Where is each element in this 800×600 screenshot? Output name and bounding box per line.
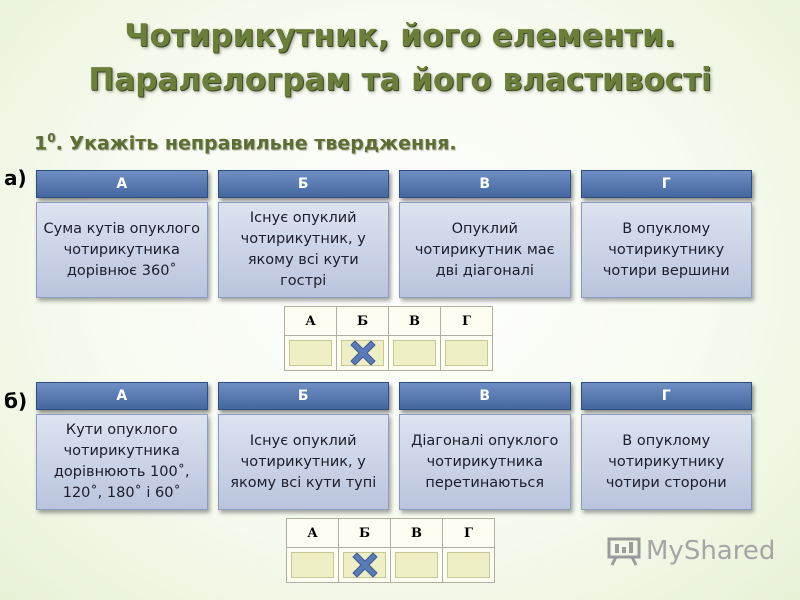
option-b-A[interactable] [36,382,208,510]
option-text: Опуклий чотирикутник має дві діагоналі [399,202,571,298]
option-header: А [36,382,208,410]
section-label-b: б) [4,389,28,413]
answer-table-a [284,306,493,371]
option-text: В опуклому чотирикутнику чотири сторони [581,414,753,510]
option-header: Г [581,382,753,410]
option-b-G[interactable] [581,382,753,510]
page-title [0,14,800,102]
option-a-A[interactable] [36,170,208,298]
answer-box-b-B[interactable] [339,548,391,583]
option-text: Сума кутів опуклого чотирикутника дорівнює 360˚ [36,202,208,298]
answer-letter: Г [441,307,493,336]
answer-box-a-B[interactable] [337,336,389,371]
task-degree: 0 [47,131,56,145]
option-header: В [399,170,571,198]
task-text: . Укажіть неправильне твердження. [55,132,457,155]
option-header: В [399,382,571,410]
option-text: В опуклому чотирикутнику чотири вершини [581,202,753,298]
myshared-logo [606,536,775,566]
options-grid-b [36,382,752,510]
answer-letter: Б [339,519,391,548]
options-grid-a [36,170,752,298]
answer-letter: Г [443,519,495,548]
answer-letter: А [287,519,339,548]
answer-letter: В [391,519,443,548]
answer-letter: Б [337,307,389,336]
task-statement [34,131,457,154]
cross-mark-icon [346,336,380,370]
option-header: Г [581,170,753,198]
answer-box-b-V[interactable] [391,548,443,583]
answer-box-a-A[interactable] [285,336,337,371]
answer-box-a-G[interactable] [441,336,493,371]
option-text: Діагоналі опуклого чотирикутника перетинаються [399,414,571,510]
logo-text: MyShared [646,536,776,566]
answer-letter: В [389,307,441,336]
option-text: Існує опуклий чотирикутник, у якому всі кути гострі [218,202,390,298]
option-a-V[interactable] [399,170,571,298]
option-text: Кути опуклого чотирикутника дорівнюють 100˚, 120˚, 180˚ і 60˚ [36,414,208,510]
presentation-board-icon [606,536,642,566]
answer-box-a-V[interactable] [389,336,441,371]
section-label-a: а) [4,166,27,190]
option-b-B[interactable] [218,382,390,510]
option-text: Існує опуклий чотирикутник, у якому всі кути тупі [218,414,390,510]
cross-mark-icon [348,548,382,582]
answer-box-b-A[interactable] [287,548,339,583]
title-line-2: Паралелограм та його властивості [88,62,712,98]
answer-box-b-G[interactable] [443,548,495,583]
answer-table-b [286,518,495,583]
option-header: Б [218,170,390,198]
option-a-B[interactable] [218,170,390,298]
task-number: 1 [34,132,48,155]
title-line-1: Чотирикутник, його елементи. [124,18,676,54]
option-header: А [36,170,208,198]
option-a-G[interactable] [581,170,753,298]
answer-letter: А [285,307,337,336]
option-b-V[interactable] [399,382,571,510]
option-header: Б [218,382,390,410]
